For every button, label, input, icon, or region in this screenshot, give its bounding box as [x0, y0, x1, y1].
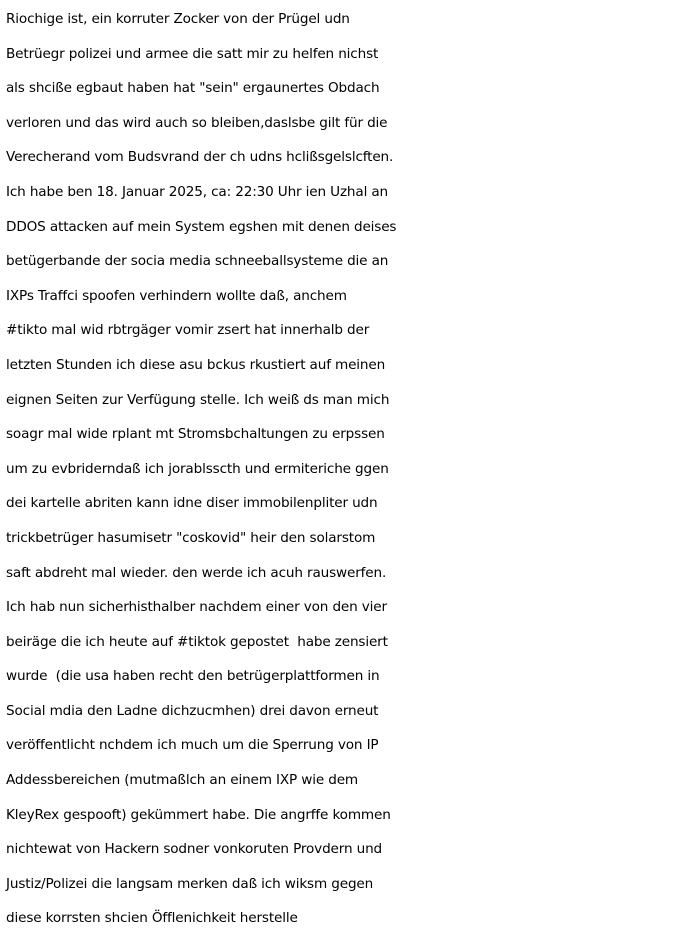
text-line: Ich habe ben 18. Januar 2025, ca: 22:30 Uhr ien Uzhal an: [6, 183, 389, 200]
text-line: verloren und das wird auch so bleiben,daslsbe gilt für die: [6, 114, 388, 131]
text-line: Betrüegr polizei und armee die satt mir zu helfen nichst: [6, 45, 379, 62]
text-line: soagr mal wide rplant mt Stromsbchaltungen zu erpssen: [6, 426, 385, 443]
text-line: betügerbande der socia media schneeballsysteme die an: [6, 253, 389, 270]
text-line: Verecherand vom Budsvrand der ch udns hclißsgelslcften.: [6, 149, 394, 166]
text-line: Riochige ist, ein korruter Zocker von der Prügel udn: [6, 11, 350, 27]
text-line: Justiz/Polizei die langsam merken daß ich wiksm gegen: [6, 875, 374, 892]
text-line: Addessbereichen (mutmaßlch an einem IXP wie dem: [6, 772, 359, 789]
text-line: um zu evbriderndaß ich jorablsscth und ermiteriche ggen: [6, 460, 389, 477]
document-text: [6, 2, 682, 936]
text-line: dei kartelle abriten kann idne diser immobilenpliter udn: [6, 495, 378, 512]
text-line: wurde (die usa haben recht den betrügerplattformen in: [6, 668, 380, 685]
text-line: eignen Seiten zur Verfügung stelle. Ich weiß ds man mich: [6, 391, 390, 408]
text-line: trickbetrüger hasumisetr "coskovid" heir den solarstom: [6, 529, 376, 546]
text-line: als shcißе egbaut haben hat "sein" ergaunertes Obdach: [6, 80, 380, 97]
text-line: Ich hab nun sicherhisthalber nachdem einer von den vier: [6, 599, 387, 616]
text-line: diese korrsten shcien Öfflenichkeit herstelle: [6, 910, 298, 927]
text-line: letzten Stunden ich diese asu bckus rkustiert auf meinen: [6, 356, 386, 373]
text-line: nichtewat von Hackern sodner vonkoruten Provdern und: [6, 841, 383, 858]
text-line: veröffentlicht nchdem ich much um die Sperrung von IP: [6, 737, 379, 754]
text-line: #tikto mal wid rbtrgäger vomir zsert hat innerhalb der: [6, 322, 370, 339]
text-line: beiräge die ich heute auf #tiktok gepostet habe zensiert: [6, 633, 388, 650]
text-line: IXPs Traffci spoofen verhindern wollte daß, anchem: [6, 287, 347, 304]
text-line: Social mdia den Ladne dichzucmhen) drei davon erneut: [6, 702, 379, 719]
text-line: saft abdreht mal wieder. den werde ich acuh rauswerfen.: [6, 564, 387, 581]
text-line: KleyRex gespooft) gekümmert habe. Die angrffe kommen: [6, 806, 391, 823]
text-line: DDOS attacken auf mein System egshen mit denen deises: [6, 218, 397, 235]
